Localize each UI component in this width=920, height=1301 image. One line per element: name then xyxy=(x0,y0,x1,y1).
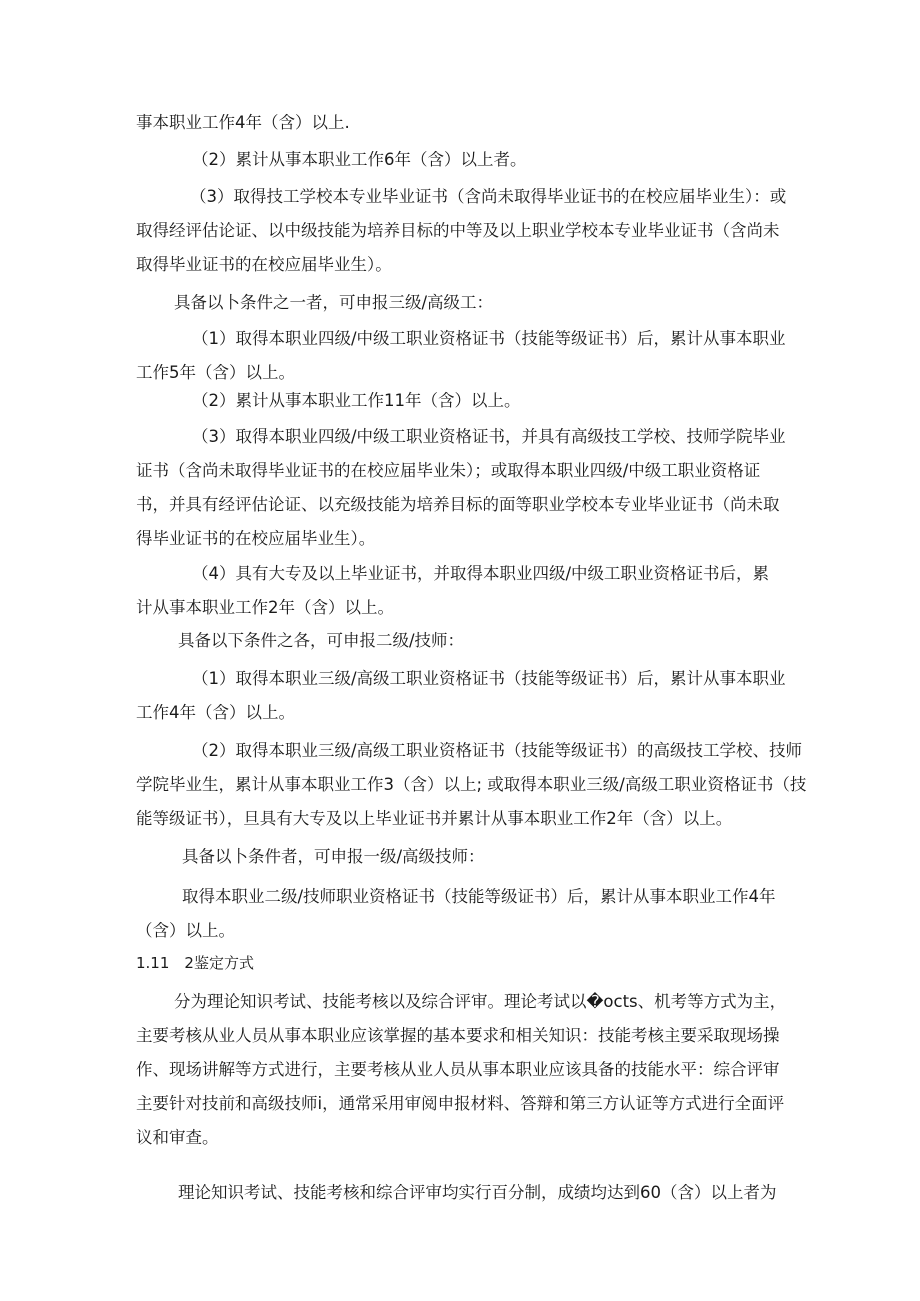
paragraph-level3-intro: 具备以卜条件之一者，可申报三级/高级工： xyxy=(174,293,494,312)
paragraph-scoring: 理论知识考试、技能考核和综合评审均实行百分制，成绩均达到60（含）以上者为 xyxy=(178,1183,777,1202)
paragraph-level2-item-2: （2）取得本职业三级/高级工职业资格证书（技能等级证书）的高级技工学校、技师学院毕业生，累计从事本职业工作3（含）以上; 或取得本职业三级/高级工职业资格证书（技能等级证书），旦具有大专及以上毕业证书并累计从事本职业工作2年（含）以上。 xyxy=(136,741,807,828)
paragraph-level3-item-3: （3）取得本职业四级/中级工职业资格证书，并具有高级技工学校、技师学院毕业证书（含尚未取得毕业证书的在校应届毕业朱）；或取得本职业四级/中级工职业资格证书，并具有经评估论证、以充级技能为培养目标的面等职业学校本专业毕业证书（尚未取得毕业证书的在校应届毕业生）。 xyxy=(136,427,786,548)
paragraph-assessment-method: 分为理论知识考试、技能考核以及综合评审。理论考试以�octs、机考等方式为主，主要考核从业人员从事本职业应该掌握的基本要求和相关知识：技能考核主要采取现场操作、现场讲解等方式进行，主要考核从业人员从事本职业应该具备的技能水平：综合评审主要针对技前和高级技师i，通常采用审阅申报材料、答辩和第三方认证等方式进行全面评议和审查。 xyxy=(136,992,787,1147)
paragraph-level3-item-4: （4）具有大专及以上毕业证书，并取得本职业四级/中级工职业资格证书后，累计从事本职业工作2年（含）以上。 xyxy=(136,564,770,617)
section-heading: 1.11 2鉴定方式 xyxy=(136,954,254,972)
paragraph-level1-intro: 具备以卜条件者，可申报一级/高级技师： xyxy=(182,847,485,866)
paragraph-item-3: （3）取得技工学校本专业毕业证书（含尚未取得毕业证书的在校应届毕业生）：或取得经评估论证、以中级技能为培养目标的中等及以上职业学校本专业毕业证书（含尚未取得毕业证书的在校应届毕业生）。 xyxy=(136,187,787,274)
paragraph-level2-intro: 具备以下条件之各，可申报二级/技师： xyxy=(178,631,465,650)
paragraph-continuation: 事本职业工作4年（含）以上. xyxy=(136,113,350,132)
paragraph-level3-item-1: （1）取得本职业四级/中级工职业资格证书（技能等级证书）后，累计从事本职业工作5年（含）以上。 xyxy=(136,329,786,382)
paragraph-item-2: （2）累计从事本职业工作6年（含）以上者。 xyxy=(192,150,527,169)
paragraph-level3-item-2: （2）累计从事本职业工作11年（含）以上。 xyxy=(192,391,521,410)
paragraph-level2-item-1: （1）取得本职业三级/高级工职业资格证书（技能等级证书）后，累计从事本职业工作4年（含）以上。 xyxy=(136,669,786,722)
paragraph-level1-condition: 取得本职业二级/技师职业资格证书（技能等级证书）后，累计从事本职业工作4年（含）以上。 xyxy=(136,887,776,940)
